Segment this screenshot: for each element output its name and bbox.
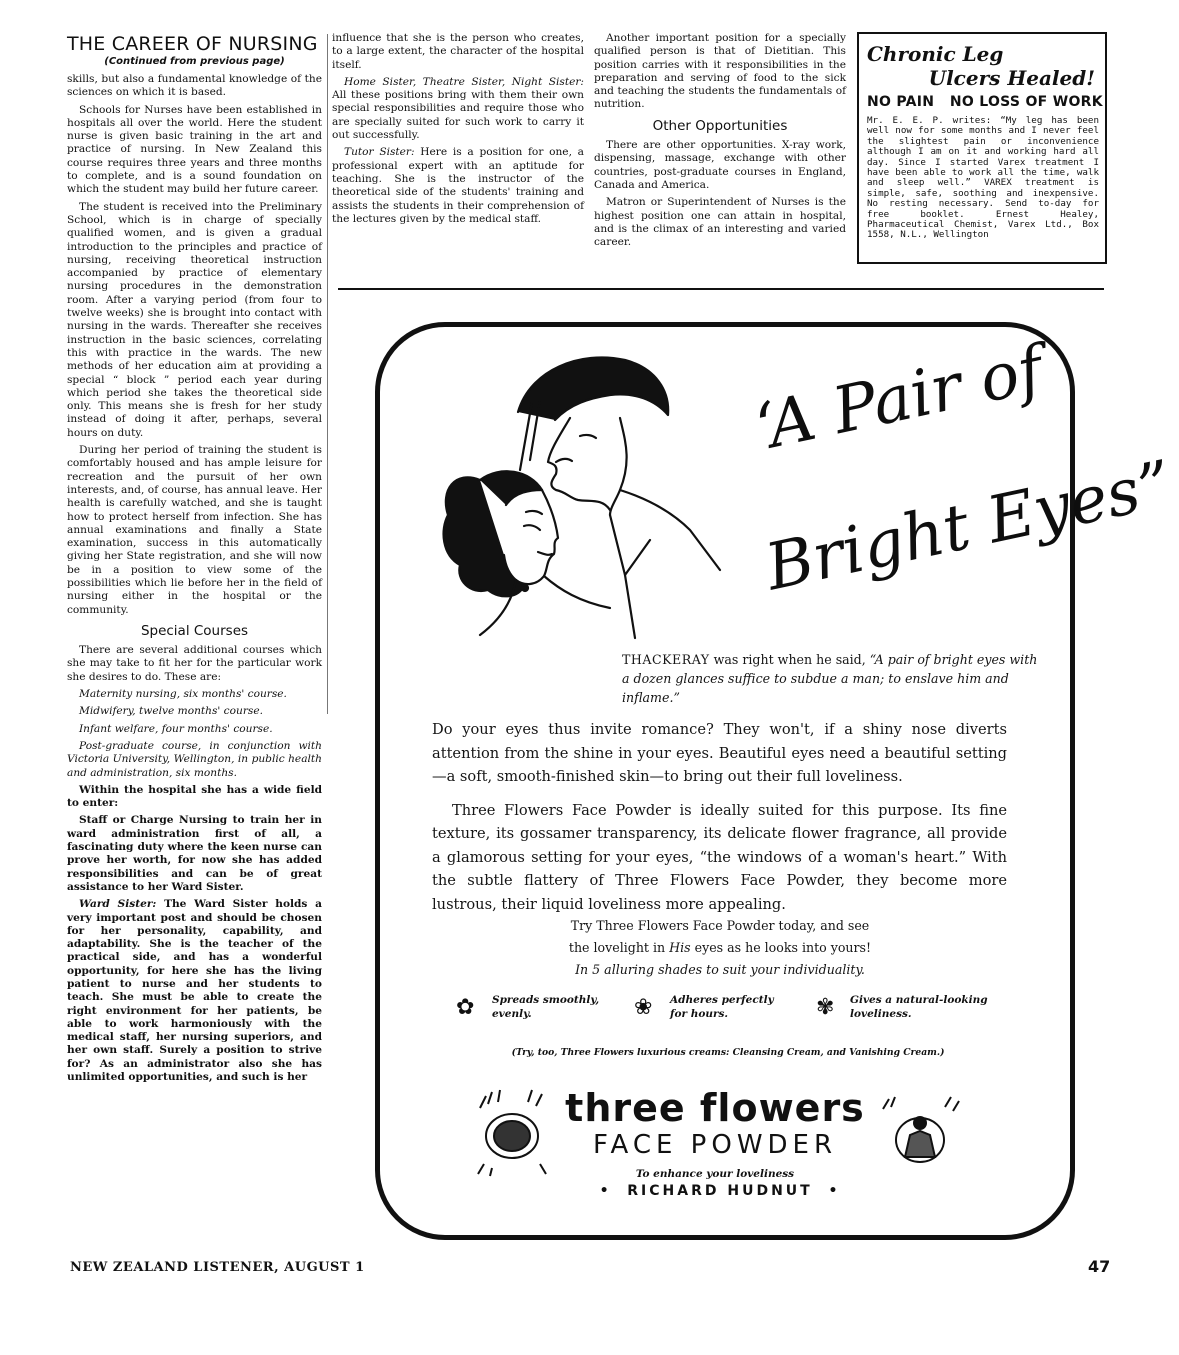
maker-name: • RICHARD HUDNUT • — [599, 1183, 841, 1199]
brand-name: three flowers — [565, 1086, 865, 1130]
chronic-leg-ad — [857, 32, 1107, 264]
course-item: Post-graduate course, in conjunction with Victoria University, Wellington, in public health and administration, six months. — [67, 739, 322, 779]
col3-paragraph: There are other opportunities. X-ray work, dispensing, massage, exchange with other countries, post-graduate courses in England, Canada and America. — [594, 139, 846, 191]
feature-2-text: Adheres perfectly for hours. — [670, 994, 774, 1020]
column-rule — [327, 34, 328, 714]
ad-try — [520, 915, 920, 981]
flower-icon: ✾ — [816, 995, 835, 1020]
flower-icon: ❀ — [634, 995, 653, 1020]
col1-paragraph: The student is received into the Preliminary School, which is in charge of specially qualified women, and is given a gradual introduction to the principles and practice of nursing, receiving theoretical instruction accompanied by practice of elementary nursing procedures in the demonstration room. After a varying period (from four to twelve weeks) she is brought into contact with nursing in the wards. Thereafter she receives instruction in the basic sciences, correlating this with practice in the wards. The new methods of her education aim at providing a special “ block ” period each year during which period she takes the theoretical side only. This means she is fresh for her study instead of doing it after, perhaps, several hours on duty. — [67, 200, 322, 439]
try-line-2-his: His — [669, 940, 691, 955]
page-number: 47 — [1088, 1257, 1111, 1276]
ward-sister-label: Ward Sister: — [79, 898, 157, 911]
flower-icon: ✿ — [456, 995, 475, 1020]
home-sister-label: Home Sister, Theatre Sister, Night Sister: — [344, 75, 584, 88]
try-line-2 — [520, 937, 920, 959]
ad-headline-line-1: ‘A Pair of — [749, 332, 1050, 466]
feature-1-text: Spreads smoothly, evenly. — [492, 994, 600, 1020]
course-item: Maternity nursing, six months' course. — [79, 688, 287, 701]
ad-slogan: To enhance your loveliness — [635, 1168, 795, 1180]
article-column-2 — [332, 32, 584, 230]
creams-note: (Try, too, Three Flowers luxurious creams: Cleansing Cream, and Vanishing Cream.) — [511, 1047, 945, 1058]
col3-paragraph: Another important position for a specially qualified person is that of Dietitian. This position carries with it responsibilities in the preparation and serving of food to the sick and teaching the students the fundamentals of nutrition. — [594, 32, 846, 111]
feature-2 — [634, 993, 794, 1021]
col1-paragraph: Schools for Nurses have been established in hospitals all over the world. Here the student nurse is given basic training in the art and practice of nursing. In New Zealand this course requires three years and three months to complete, and is a sound foundation on which the student may build her future career. — [67, 103, 322, 196]
col2-paragraph — [332, 146, 584, 226]
article-title: THE CAREER OF NURSING — [67, 33, 318, 55]
col1-paragraph: Staff or Charge Nursing to train her in ward administration first of all, a fascinating duty where the keen nurse can prove her worth, for now she has added responsibilities and can be of great assistance to her Ward Sister. — [67, 814, 322, 893]
col1-paragraph: During her period of training the student is comfortably housed and has ample leisure for recreation and the pursuit of her own interests, and, of course, has annual leave. Her health is carefully watched, and she is taught how to protect herself from infection. She has annual examinations and finally a State examination, success in this automatically giving her State registration, and she will now be in a position to view some of the possibilities which lie before her in the field of nursing either in the hospital or the community. — [67, 444, 322, 616]
home-sister-text: All these positions bring with them their own special responsibilities and require those who are specially suited for such work to carry it out successfully. — [332, 89, 584, 142]
ad-paragraph-2: Three Flowers Face Powder is ideally suited for this purpose. Its fine texture, its gossamer transparency, its delicate flower fragrance, all provide a glamorous setting for your eyes, “the windows of a woman's heart.” With the subtle flattery of Three Flowers Face Powder, they become more lustrous, their liquid loveliness more appealing. — [432, 801, 1007, 913]
ad-body — [432, 718, 1007, 916]
ward-sister-text: The Ward Sister holds a very important post and should be chosen for her personality, capability, and adaptability. She is the teacher of the practical side, and has a wonderful opportunity, for here she has the living patient to nurse and her students to teach. She must be able to create the right environment for her patients, be able to work harmoniously with the medical staff, her nursing superiors, and her own staff. Surely a position to strive for? As an administrator also she has unlimited opportunities, and such is her — [67, 898, 322, 1084]
feature-3-text: Gives a natural-looking loveliness. — [850, 994, 988, 1020]
chronic-ad-title-1: Chronic Leg — [867, 42, 1004, 66]
tutor-sister-label: Tutor Sister: — [344, 146, 415, 159]
powder-lady-icon — [875, 1095, 965, 1175]
col1-paragraph — [67, 898, 322, 1084]
course-item: Midwifery, twelve months' course. — [79, 705, 263, 718]
col1-paragraph: skills, but also a fundamental knowledge of the sciences on which it is based. — [67, 73, 322, 99]
chronic-ad-tagline: NO PAIN NO LOSS OF WORK — [867, 94, 1103, 110]
thackeray-quote — [622, 650, 1042, 707]
tutor-sister-text: Here is a position for one, a professional expert with an aptitude for teaching. She is the instructor of the theoretical side of the students' training and assists the students in their comprehension of the lectures given by the medical staff. — [332, 146, 584, 225]
ad-headline-line-2: Bright Eyes” — [759, 447, 1179, 606]
col1-paragraph: Within the hospital she has a wide field to enter: — [67, 783, 322, 810]
try-line-2-post: eyes as he looks into yours! — [690, 940, 872, 955]
quote-text: “A pair of bright eyes with a dozen glances suffice to subdue a man; to enslave him and inflame.” — [622, 652, 1038, 705]
try-line-1: Try Three Flowers Face Powder today, and see — [570, 918, 870, 933]
feature-3 — [816, 993, 996, 1021]
chronic-ad-body: Mr. E. E. P. writes: “My leg has been well now for some months and I never feel the slightest pain or inconvenience although I am on it and working hard all day. Since I started Varex treatment I have been able to work all the time, walk and sleep well.” VAREX treatment is simple, safe, soothing and inexpensive. No resting necessary. Send to-day for free booklet. Ernest Healey, Pharmaceutical Chemist, Varex Ltd., Box 1558, N.L., Wellington — [867, 115, 1099, 241]
col2-paragraph — [332, 76, 584, 142]
other-opportunities-heading: Other Opportunities — [652, 117, 788, 134]
continued-note: (Continued from previous page) — [104, 56, 285, 67]
powder-compact-icon — [470, 1088, 560, 1178]
chronic-ad-title-2: Ulcers Healed! — [928, 66, 1095, 90]
quote-intro: was right when he said, — [713, 652, 866, 667]
col1-paragraph: There are several additional courses which she may take to fit her for the particular work she desires to do. These are: — [67, 644, 322, 683]
article-column-1 — [67, 33, 322, 1088]
brand-block — [560, 1086, 870, 1180]
try-line-2-pre: the lovelight in — [568, 940, 670, 955]
shades-line: In 5 alluring shades to suit your individuality. — [575, 962, 865, 977]
col3-paragraph: Matron or Superintendent of Nurses is the highest position one can attain in hospital, and is the climax of an interesting and varied career. — [594, 196, 846, 249]
article-column-3 — [594, 32, 846, 253]
couple-illustration — [420, 340, 740, 640]
course-item: Infant welfare, four months' course. — [79, 722, 273, 735]
col2-paragraph: influence that she is the person who creates, to a large extent, the character of the hospital itself. — [332, 32, 584, 71]
product-name: FACE POWDER — [592, 1130, 838, 1160]
masthead-footer: NEW ZEALAND LISTENER, AUGUST 1 — [70, 1260, 365, 1275]
section-rule — [338, 288, 1104, 290]
quote-name: THACKERAY — [622, 652, 710, 667]
ad-paragraph-1: Do your eyes thus invite romance? They won't, if a shiny nose diverts attention from the shine in your eyes. Beautiful eyes need a beautiful setting—a soft, smooth-finished skin—to bring out their full loveliness. — [432, 721, 1007, 785]
feature-1 — [456, 993, 606, 1021]
special-courses-heading: Special Courses — [140, 622, 249, 639]
